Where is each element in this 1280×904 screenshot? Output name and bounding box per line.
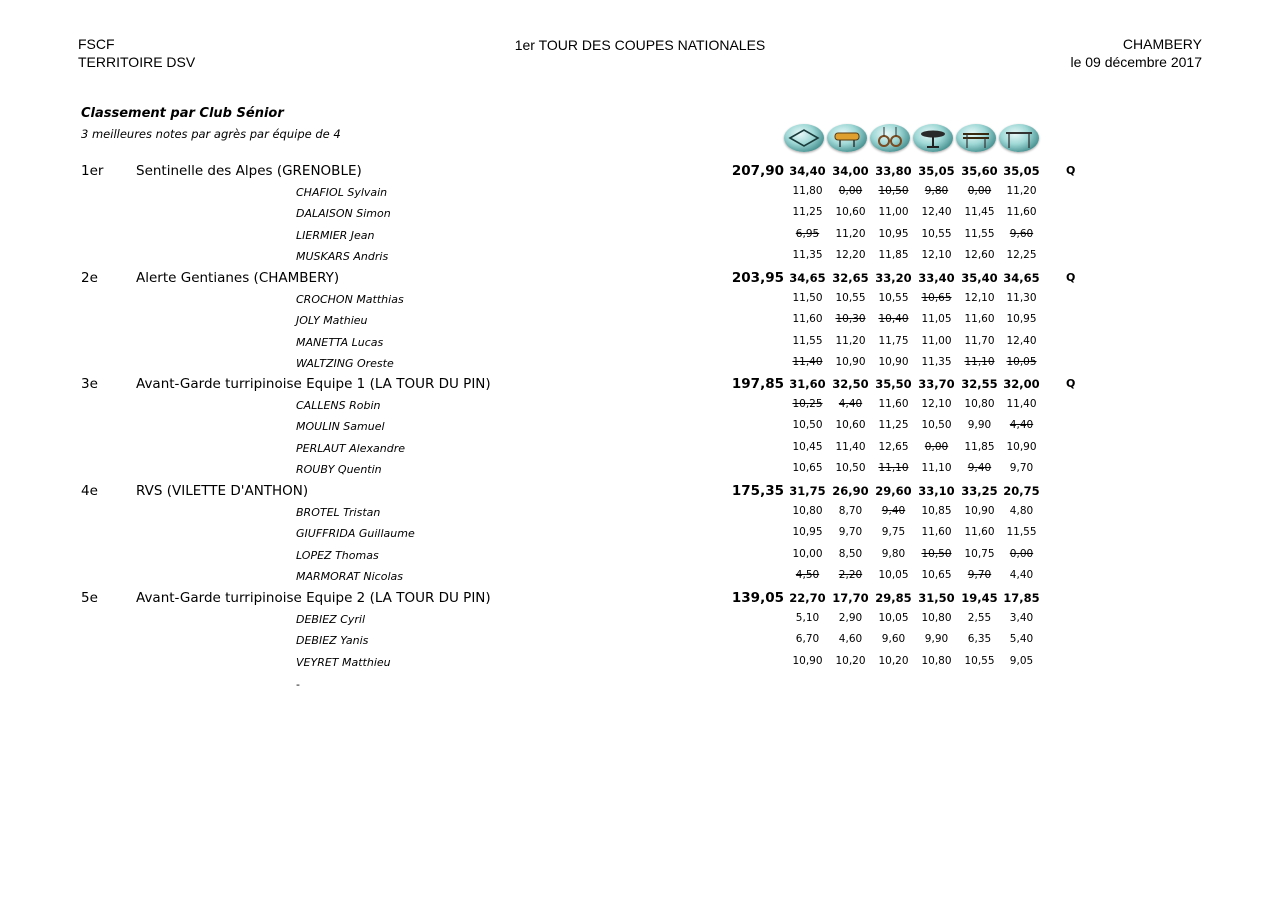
pommel-horse-icon: [827, 124, 867, 152]
team-apparatus-score: 35,40: [961, 271, 998, 285]
gymnast-score: 11,20: [835, 227, 866, 240]
team-row: [0, 590, 1280, 610]
gymnast-name: MARMORAT Nicolas: [296, 569, 403, 583]
gymnast-score: 9,75: [881, 526, 906, 539]
team-apparatus-score: 34,40: [789, 164, 826, 178]
gymnast-row: [0, 248, 1280, 269]
gymnast-score: 0,00: [924, 440, 949, 453]
team-total: 139,05: [731, 590, 784, 606]
gymnast-name: MOULIN Samuel: [296, 420, 385, 434]
gymnast-score: 9,60: [1009, 227, 1034, 240]
gymnast-score: 12,10: [964, 292, 995, 304]
gymnast-score: 11,85: [964, 440, 995, 453]
gymnast-score: 4,60: [838, 633, 863, 646]
team-rank: 5e: [81, 590, 98, 606]
team-apparatus-score: 32,00: [1003, 377, 1040, 391]
gymnast-score: 2,55: [967, 612, 992, 624]
gymnast-score: 6,95: [795, 227, 820, 240]
team-club-name: Alerte Gentianes (CHAMBERY): [136, 270, 340, 286]
gymnast-score: 9,60: [881, 633, 906, 646]
vault-icon: [913, 124, 953, 152]
gymnast-score: 10,90: [878, 355, 909, 368]
gymnast-row: [0, 525, 1280, 546]
gymnast-score: 4,40: [1009, 568, 1034, 581]
gymnast-name: LOPEZ Thomas: [296, 548, 379, 562]
gymnast-score: 9,90: [967, 419, 992, 432]
team-apparatus-score: 26,90: [832, 484, 869, 498]
gymnast-score: 10,65: [921, 568, 952, 581]
gymnast-score: 10,80: [964, 398, 995, 410]
team-apparatus-score: 35,60: [961, 164, 998, 178]
gymnast-row: [0, 334, 1280, 355]
team-row: [0, 163, 1280, 183]
gymnast-row: [0, 397, 1280, 418]
gymnast-score: 3,40: [1009, 612, 1034, 624]
gymnast-score: 11,40: [1006, 398, 1037, 410]
gymnast-score: 10,90: [964, 505, 995, 517]
parallel-bars-icon: [956, 124, 996, 152]
gymnast-score: 10,65: [792, 461, 823, 474]
gymnast-score: 12,65: [878, 440, 909, 453]
gymnast-score: 11,50: [792, 292, 823, 304]
gymnast-score: 5,40: [1009, 633, 1034, 646]
gymnast-score: 9,70: [967, 568, 992, 581]
gymnast-row: [0, 461, 1280, 482]
gymnast-score: 10,45: [792, 440, 823, 453]
org-name: FSCF: [78, 36, 115, 52]
team-total: 175,35: [731, 483, 784, 499]
gymnast-score: 6,35: [967, 633, 992, 646]
gymnast-score: 11,30: [1006, 292, 1037, 304]
qualified-badge: Q: [1066, 377, 1076, 390]
gymnast-row: [0, 312, 1280, 333]
header-right: [1070, 35, 1202, 71]
team-row: [0, 376, 1280, 396]
team-club-name: Avant-Garde turripinoise Equipe 2 (LA TOUR DU PIN): [136, 590, 491, 606]
gymnast-score: 10,25: [792, 398, 823, 410]
gymnast-score: 10,80: [921, 612, 952, 624]
team-apparatus-score: 34,65: [1003, 271, 1040, 285]
gymnast-score: 12,10: [921, 398, 952, 410]
event-date: le 09 décembre 2017: [1070, 54, 1202, 70]
team-club-name: Avant-Garde turripinoise Equipe 1 (LA TOUR DU PIN): [136, 376, 491, 392]
gymnast-score: 9,80: [924, 185, 949, 197]
gymnast-row: [0, 568, 1280, 589]
gymnast-score: 12,40: [1006, 334, 1037, 347]
gymnast-name: CALLENS Robin: [296, 399, 381, 412]
gymnast-score: 2,90: [838, 612, 863, 624]
gymnast-row: [0, 547, 1280, 568]
gymnast-score: 8,50: [838, 547, 863, 560]
gymnast-score: 11,45: [964, 206, 995, 219]
gymnast-name: CHAFIOL Sylvain: [296, 186, 388, 199]
team-apparatus-score: 32,50: [832, 377, 869, 391]
team-apparatus-score: 20,75: [1003, 484, 1040, 498]
gymnast-score: 11,35: [792, 248, 823, 261]
gymnast-score: 10,55: [921, 227, 952, 240]
team-total: 207,90: [731, 163, 784, 179]
gymnast-score: 9,70: [838, 526, 863, 539]
gymnast-score: 2,20: [838, 568, 863, 581]
gymnast-score: 10,55: [878, 292, 909, 304]
team-apparatus-score: 17,85: [1003, 591, 1040, 605]
gymnast-score: 11,20: [835, 334, 866, 347]
gymnast-score: 11,05: [921, 313, 952, 326]
gymnast-score: 10,20: [878, 654, 909, 667]
gymnast-score: 10,75: [964, 547, 995, 560]
gymnast-score: 9,90: [924, 633, 949, 646]
gymnast-score: 11,85: [878, 248, 909, 261]
gymnast-score: 4,50: [795, 568, 820, 581]
gymnast-score: 11,00: [878, 206, 909, 219]
gymnast-score: 0,00: [838, 185, 863, 197]
gymnast-score: 10,60: [835, 206, 866, 219]
trailing-mark: -: [296, 678, 300, 691]
team-apparatus-score: 31,75: [789, 484, 826, 498]
qualified-badge: Q: [1066, 164, 1076, 177]
gymnast-row: [0, 205, 1280, 226]
team-apparatus-score: 31,50: [918, 591, 955, 605]
scoring-note: 3 meilleures notes par agrès par équipe de 4: [81, 127, 341, 141]
team-apparatus-score: 31,60: [789, 377, 826, 391]
apparatus-icons: [784, 124, 1042, 152]
gymnast-score: 9,05: [1009, 654, 1034, 667]
gymnast-row: [0, 355, 1280, 376]
team-apparatus-score: 33,40: [918, 271, 955, 285]
gymnast-score: 10,55: [835, 292, 866, 304]
team-apparatus-score: 35,50: [875, 377, 912, 391]
gymnast-score: 11,60: [921, 526, 952, 539]
team-row: [0, 270, 1280, 290]
gymnast-score: 10,95: [792, 526, 823, 539]
gymnast-score: 11,60: [792, 313, 823, 326]
team-club-name: Sentinelle des Alpes (GRENOBLE): [136, 163, 362, 179]
gymnast-score: 11,55: [792, 334, 823, 347]
gymnast-score: 11,60: [878, 398, 909, 410]
gymnast-score: 10,65: [921, 292, 952, 304]
team-apparatus-score: 17,70: [832, 591, 869, 605]
gymnast-score: 12,25: [1006, 248, 1037, 261]
gymnast-score: 5,10: [795, 612, 820, 624]
gymnast-score: 12,60: [964, 248, 995, 261]
gymnast-score: 11,60: [1006, 206, 1037, 219]
gymnast-score: 4,40: [838, 398, 863, 410]
gymnast-score: 10,90: [1006, 440, 1037, 453]
gymnast-score: 11,40: [835, 440, 866, 453]
team-apparatus-score: 34,65: [789, 271, 826, 285]
team-apparatus-score: 29,85: [875, 591, 912, 605]
team-apparatus-score: 35,05: [918, 164, 955, 178]
gymnast-name: DEBIEZ Yanis: [296, 634, 369, 648]
gymnast-name: MANETTA Lucas: [296, 335, 384, 349]
team-apparatus-score: 22,70: [789, 591, 826, 605]
gymnast-row: [0, 184, 1280, 205]
gymnast-score: 11,55: [1006, 526, 1037, 539]
gymnast-score: 11,10: [878, 461, 909, 474]
gymnast-row: [0, 632, 1280, 653]
gymnast-score: 11,35: [921, 355, 952, 368]
gymnast-score: 10,80: [921, 654, 952, 667]
qualified-badge: Q: [1066, 271, 1076, 284]
gymnast-row: [0, 440, 1280, 461]
gymnast-score: 11,55: [964, 227, 995, 240]
team-rank: 2e: [81, 270, 98, 286]
gymnast-name: CROCHON Matthias: [296, 293, 404, 306]
gymnast-score: 10,95: [1006, 313, 1037, 326]
gymnast-score: 10,85: [921, 505, 952, 517]
gymnast-name: MUSKARS Andris: [296, 249, 389, 263]
gymnast-score: 10,20: [835, 654, 866, 667]
gymnast-row: [0, 291, 1280, 312]
gymnast-score: 11,00: [921, 334, 952, 347]
gymnast-score: 10,50: [835, 461, 866, 474]
gymnast-row: [0, 418, 1280, 439]
gymnast-score: 12,10: [921, 248, 952, 261]
gymnast-score: 10,05: [878, 612, 909, 624]
gymnast-name: DALAISON Simon: [296, 207, 391, 221]
team-apparatus-score: 33,10: [918, 484, 955, 498]
rings-icon: [870, 124, 910, 152]
gymnast-score: 10,50: [878, 185, 909, 197]
gymnast-name: LIERMIER Jean: [296, 228, 375, 242]
team-apparatus-score: 33,20: [875, 271, 912, 285]
team-apparatus-score: 29,60: [875, 484, 912, 498]
gymnast-score: 10,80: [792, 505, 823, 517]
team-apparatus-score: 33,25: [961, 484, 998, 498]
gymnast-score: 11,60: [964, 526, 995, 539]
gymnast-score: 9,80: [881, 547, 906, 560]
territory-name: TERRITOIRE DSV: [78, 54, 196, 70]
page-title: Classement par Club Sénior: [81, 106, 284, 121]
team-total: 197,85: [731, 376, 784, 392]
gymnast-score: 11,80: [792, 185, 823, 197]
team-apparatus-score: 34,00: [832, 164, 869, 178]
gymnast-score: 11,25: [792, 206, 823, 219]
gymnast-row: [0, 504, 1280, 525]
gymnast-name: BROTEL Tristan: [296, 506, 381, 519]
team-apparatus-score: 32,65: [832, 271, 869, 285]
team-total: 203,95: [731, 270, 784, 286]
gymnast-score: 11,70: [964, 334, 995, 347]
team-row: [0, 483, 1280, 503]
gymnast-score: 4,80: [1009, 505, 1034, 517]
event-title: 1er TOUR DES COUPES NATIONALES: [514, 37, 766, 53]
gymnast-name: WALTZING Oreste: [296, 356, 394, 370]
gymnast-score: 10,90: [835, 355, 866, 368]
event-city: CHAMBERY: [1122, 36, 1202, 52]
gymnast-row: [0, 654, 1280, 675]
gymnast-score: 10,60: [835, 419, 866, 432]
gymnast-name: JOLY Mathieu: [296, 314, 368, 328]
gymnast-score: 11,10: [964, 355, 995, 368]
gymnast-score: 10,50: [792, 419, 823, 432]
gymnast-score: 10,50: [921, 547, 952, 560]
gymnast-score: 10,00: [792, 547, 823, 560]
gymnast-score: 10,30: [835, 313, 866, 326]
gymnast-score: 11,40: [792, 355, 823, 368]
gymnast-score: 9,40: [881, 505, 906, 517]
team-apparatus-score: 19,45: [961, 591, 998, 605]
gymnast-score: 0,00: [967, 185, 992, 197]
gymnast-score: 0,00: [1009, 547, 1034, 560]
gymnast-score: 6,70: [795, 633, 820, 646]
gymnast-score: 11,60: [964, 313, 995, 326]
team-apparatus-score: 33,80: [875, 164, 912, 178]
gymnast-score: 11,20: [1006, 185, 1037, 197]
gymnast-score: 11,25: [878, 419, 909, 432]
team-club-name: RVS (VILETTE D'ANTHON): [136, 483, 309, 499]
gymnast-name: PERLAUT Alexandre: [296, 441, 405, 455]
gymnast-score: 4,40: [1009, 419, 1034, 432]
high-bar-icon: [999, 124, 1039, 152]
gymnast-score: 9,70: [1009, 461, 1034, 474]
gymnast-score: 12,20: [835, 248, 866, 261]
gymnast-score: 9,40: [967, 461, 992, 474]
gymnast-score: 10,40: [878, 313, 909, 326]
gymnast-score: 10,90: [792, 654, 823, 667]
gymnast-name: GIUFFRIDA Guillaume: [296, 527, 415, 541]
gymnast-score: 10,05: [1006, 355, 1037, 368]
team-apparatus-score: 35,05: [1003, 164, 1040, 178]
gymnast-row: [0, 611, 1280, 632]
team-apparatus-score: 33,70: [918, 377, 955, 391]
gymnast-name: DEBIEZ Cyril: [296, 613, 366, 626]
gymnast-score: 12,40: [921, 206, 952, 219]
team-apparatus-score: 32,55: [961, 377, 998, 391]
team-rank: 4e: [81, 483, 98, 499]
team-rank: 3e: [81, 376, 98, 392]
gymnast-score: 10,50: [921, 419, 952, 432]
gymnast-score: 10,55: [964, 654, 995, 667]
gymnast-score: 10,05: [878, 568, 909, 581]
gymnast-name: ROUBY Quentin: [296, 462, 382, 476]
team-rank: 1er: [81, 163, 104, 179]
gymnast-row: [0, 227, 1280, 248]
gymnast-score: 10,95: [878, 227, 909, 240]
floor-icon: [784, 124, 824, 152]
gymnast-score: 8,70: [838, 505, 863, 517]
gymnast-score: 11,10: [921, 461, 952, 474]
gymnast-name: VEYRET Matthieu: [296, 655, 391, 669]
gymnast-score: 11,75: [878, 334, 909, 347]
